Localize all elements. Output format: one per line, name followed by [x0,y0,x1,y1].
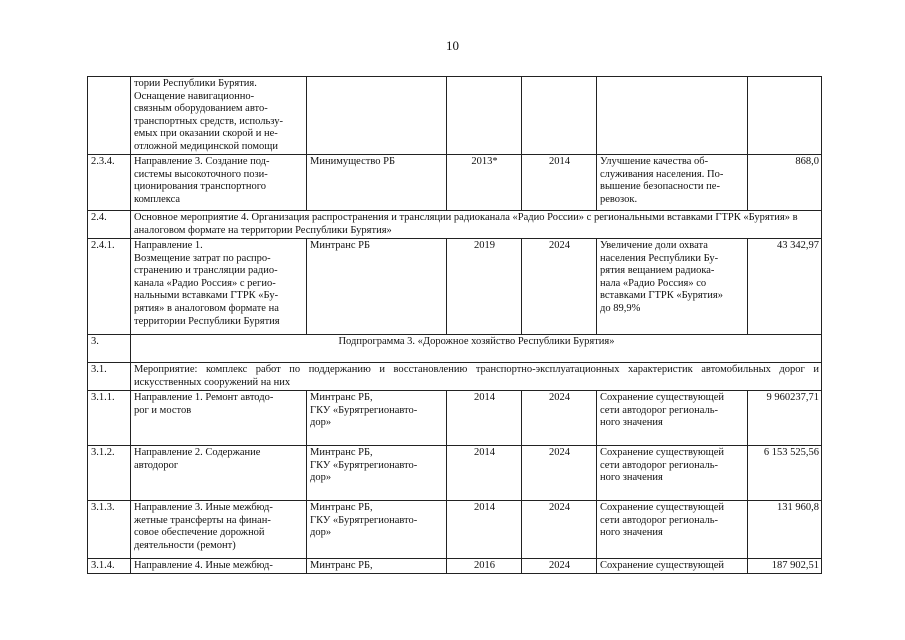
table-row [88,239,822,335]
measure-name: тории Республики Бурятия. Оснащение навигационно- связным оборудованием авто- транспортных средств, использу- емых при оказании скорой и не- отложной медицинской помощи [131,77,307,155]
start-year: 2019 [447,239,522,335]
table-row [88,391,822,446]
end-year [522,77,597,155]
funding-amount: 187 902,51 [748,559,822,574]
table-row [88,446,822,501]
expected-result: Сохранение существующей [597,559,748,574]
funding-amount: 43 342,97 [748,239,822,335]
end-year: 2024 [522,501,597,559]
row-number: 3.1.4. [88,559,131,574]
expected-result: Увеличение доли охвата населения Республики Бу- рятия вещанием радиока- нала «Радио Россия» со вставками ГТРК «Бурятия» до 89,9% [597,239,748,335]
funding-amount [748,77,822,155]
table-row [88,77,822,155]
row-number: 3.1.2. [88,446,131,501]
expected-result: Улучшение качества об- служивания населения. По- вышение безопасности пе- ревозок. [597,155,748,211]
main-measure-title: Мероприятие: комплекс работ по поддержанию и восстановлению транспортно-эксплуатационных характеристик автомобильных дорог и искусственных сооружений на них [131,363,822,391]
row-number: 2.3.4. [88,155,131,211]
expected-result [597,77,748,155]
funding-amount: 6 153 525,56 [748,446,822,501]
expected-result: Сохранение существующей сети автодорог региональ- ного значения [597,391,748,446]
measure-name: Направление 3. Иные межбюд- жетные трансферты на финан- совое обеспечение дорожной деятельности (ремонт) [131,501,307,559]
table-row [88,211,822,239]
table-row [88,501,822,559]
start-year [447,77,522,155]
row-number: 3.1. [88,363,131,391]
measure-name: Направление 1. Возмещение затрат по распро- странению и трансляции радио- канала «Радио Россия» с регио- нальными вставками ГТРК «Бу- рятия» в аналоговом формате на территории Республики Бурятия [131,239,307,335]
table-row [88,155,822,211]
start-year: 2013* [447,155,522,211]
row-number: 3.1.3. [88,501,131,559]
executor: Минтранс РБ, ГКУ «Бурятрегионавто- дор» [307,501,447,559]
funding-amount: 9 960237,71 [748,391,822,446]
executor: Минтранс РБ, [307,559,447,574]
row-number: 2.4. [88,211,131,239]
measure-name: Направление 1. Ремонт автодо- рог и мостов [131,391,307,446]
end-year: 2024 [522,559,597,574]
start-year: 2014 [447,501,522,559]
measure-name: Направление 4. Иные межбюд- [131,559,307,574]
expected-result: Сохранение существующей сети автодорог региональ- ного значения [597,501,748,559]
end-year: 2024 [522,391,597,446]
end-year: 2024 [522,446,597,501]
main-measure-title: Основное мероприятие 4. Организация распространения и трансляции радиоканала «Радио России» с региональными вставками ГТРК «Бурятия» в аналоговом формате на территории Республики Бурятия» [131,211,822,239]
start-year: 2016 [447,559,522,574]
table-row [88,363,822,391]
measure-name: Направление 2. Содержание автодорог [131,446,307,501]
executor [307,77,447,155]
end-year: 2024 [522,239,597,335]
table-row [88,559,822,574]
row-number: 3. [88,335,131,363]
page-number: 10 [446,38,459,53]
measure-name: Направление 3. Создание под- системы высокоточного пози- ционирования транспортного комплекса [131,155,307,211]
subprogram-title: Подпрограмма 3. «Дорожное хозяйство Республики Бурятия» [131,335,822,363]
end-year: 2014 [522,155,597,211]
executor: Минтранс РБ, ГКУ «Бурятрегионавто- дор» [307,391,447,446]
row-number [88,77,131,155]
executor: Минтранс РБ [307,239,447,335]
row-number: 2.4.1. [88,239,131,335]
start-year: 2014 [447,391,522,446]
measures-table [87,76,822,574]
table-row [88,335,822,363]
start-year: 2014 [447,446,522,501]
expected-result: Сохранение существующей сети автодорог региональ- ного значения [597,446,748,501]
row-number: 3.1.1. [88,391,131,446]
executor: Минимущество РБ [307,155,447,211]
executor: Минтранс РБ, ГКУ «Бурятрегионавто- дор» [307,446,447,501]
funding-amount: 868,0 [748,155,822,211]
funding-amount: 131 960,8 [748,501,822,559]
